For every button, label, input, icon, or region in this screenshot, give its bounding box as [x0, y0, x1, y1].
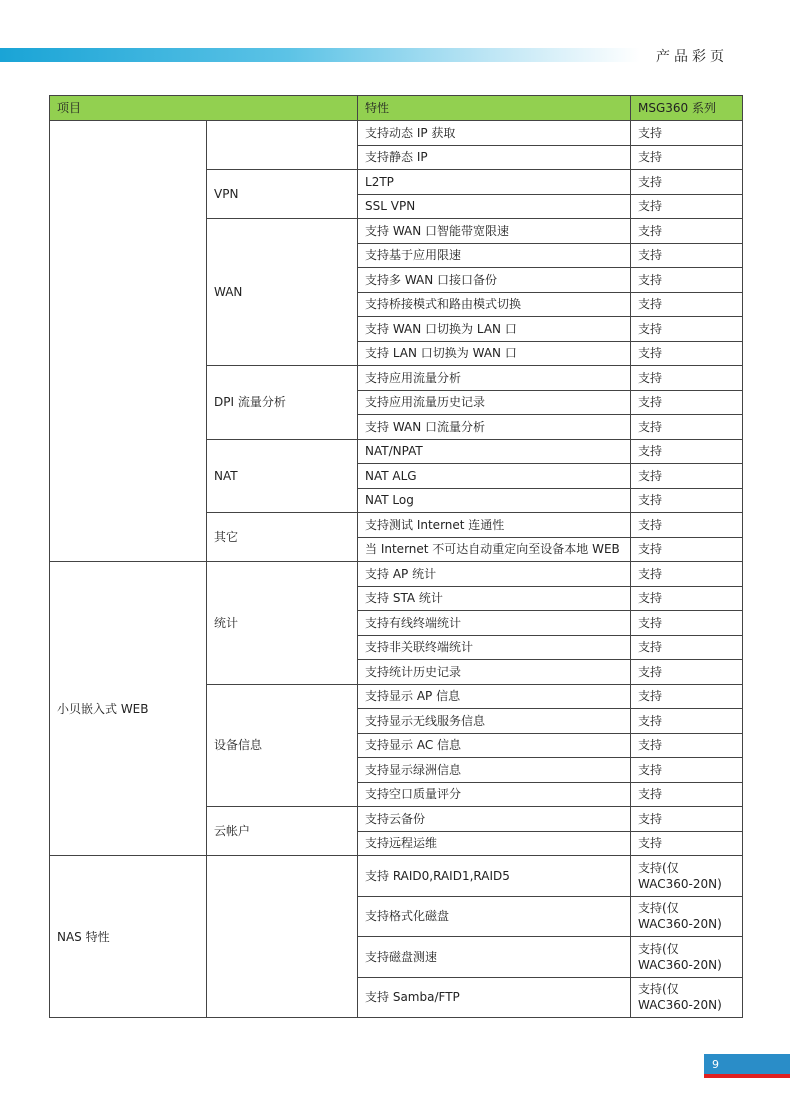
page-number: 9	[712, 1058, 719, 1071]
header-item: 项目	[50, 96, 358, 121]
subcategory-cell: 设备信息	[207, 684, 358, 807]
feature-cell: 支持 WAN 口流量分析	[358, 415, 631, 440]
value-cell: 支持	[631, 611, 743, 636]
subcategory-cell: NAT	[207, 439, 358, 513]
feature-cell: 支持 Samba/FTP	[358, 977, 631, 1018]
value-cell: 支持	[631, 782, 743, 807]
feature-cell: 支持远程运维	[358, 831, 631, 856]
feature-cell: 支持应用流量分析	[358, 366, 631, 391]
feature-cell: 支持桥接模式和路由模式切换	[358, 292, 631, 317]
feature-cell: 支持云备份	[358, 807, 631, 832]
value-cell: 支持	[631, 586, 743, 611]
header-series: MSG360 系列	[631, 96, 743, 121]
feature-cell: 支持格式化磁盘	[358, 896, 631, 937]
value-cell: 支持	[631, 562, 743, 587]
feature-cell: 支持非关联终端统计	[358, 635, 631, 660]
value-cell: 支持	[631, 390, 743, 415]
feature-cell: 支持 AP 统计	[358, 562, 631, 587]
value-cell: 支持	[631, 366, 743, 391]
subcategory-cell: VPN	[207, 170, 358, 219]
value-cell: 支持	[631, 243, 743, 268]
feature-cell: 当 Internet 不可达自动重定向至设备本地 WEB	[358, 537, 631, 562]
page-header-title: 产品彩页	[656, 49, 728, 65]
feature-cell: 支持 STA 统计	[358, 586, 631, 611]
subcategory-cell: 云帐户	[207, 807, 358, 856]
subcategory-cell	[207, 121, 358, 170]
feature-cell: NAT/NPAT	[358, 439, 631, 464]
value-cell: 支持	[631, 733, 743, 758]
feature-cell: 支持 LAN 口切换为 WAN 口	[358, 341, 631, 366]
feature-cell: 支持有线终端统计	[358, 611, 631, 636]
subcategory-cell: WAN	[207, 219, 358, 366]
value-cell: 支持	[631, 635, 743, 660]
value-cell: 支持	[631, 758, 743, 783]
feature-cell: 支持测试 Internet 连通性	[358, 513, 631, 538]
feature-cell: 支持动态 IP 获取	[358, 121, 631, 146]
value-cell: 支持	[631, 194, 743, 219]
value-cell: 支持	[631, 488, 743, 513]
header-gradient-bar	[0, 48, 640, 62]
feature-cell: 支持空口质量评分	[358, 782, 631, 807]
feature-cell: SSL VPN	[358, 194, 631, 219]
table-row	[50, 562, 743, 587]
category-cell: 小贝嵌入式 WEB	[50, 562, 207, 856]
feature-cell: 支持 WAN 口切换为 LAN 口	[358, 317, 631, 342]
feature-cell: L2TP	[358, 170, 631, 195]
value-cell: 支持	[631, 537, 743, 562]
value-cell: 支持(仅 WAC360-20N)	[631, 896, 743, 937]
category-cell: NAS 特性	[50, 856, 207, 1018]
spec-table	[49, 95, 743, 1018]
value-cell: 支持	[631, 268, 743, 293]
table-header-row	[50, 96, 743, 121]
category-cell	[50, 121, 207, 562]
value-cell: 支持	[631, 513, 743, 538]
feature-cell: 支持磁盘测速	[358, 937, 631, 978]
feature-cell: NAT ALG	[358, 464, 631, 489]
value-cell: 支持	[631, 684, 743, 709]
value-cell: 支持(仅 WAC360-20N)	[631, 977, 743, 1018]
header-feature: 特性	[358, 96, 631, 121]
value-cell: 支持	[631, 219, 743, 244]
feature-cell: 支持显示 AC 信息	[358, 733, 631, 758]
value-cell: 支持(仅 WAC360-20N)	[631, 937, 743, 978]
value-cell: 支持	[631, 292, 743, 317]
feature-cell: NAT Log	[358, 488, 631, 513]
subcategory-cell: 统计	[207, 562, 358, 685]
value-cell: 支持	[631, 709, 743, 734]
value-cell: 支持	[631, 145, 743, 170]
value-cell: 支持	[631, 660, 743, 685]
feature-cell: 支持多 WAN 口接口备份	[358, 268, 631, 293]
value-cell: 支持	[631, 831, 743, 856]
value-cell: 支持	[631, 807, 743, 832]
feature-cell: 支持显示 AP 信息	[358, 684, 631, 709]
value-cell: 支持(仅 WAC360-20N)	[631, 856, 743, 897]
footer-accent-line	[704, 1074, 790, 1078]
value-cell: 支持	[631, 439, 743, 464]
feature-cell: 支持应用流量历史记录	[358, 390, 631, 415]
feature-cell: 支持 RAID0,RAID1,RAID5	[358, 856, 631, 897]
feature-cell: 支持基于应用限速	[358, 243, 631, 268]
value-cell: 支持	[631, 121, 743, 146]
feature-cell: 支持 WAN 口智能带宽限速	[358, 219, 631, 244]
value-cell: 支持	[631, 170, 743, 195]
feature-cell: 支持静态 IP	[358, 145, 631, 170]
feature-cell: 支持统计历史记录	[358, 660, 631, 685]
subcategory-cell	[207, 856, 358, 1018]
value-cell: 支持	[631, 341, 743, 366]
feature-cell: 支持显示绿洲信息	[358, 758, 631, 783]
subcategory-cell: DPI 流量分析	[207, 366, 358, 440]
subcategory-cell: 其它	[207, 513, 358, 562]
value-cell: 支持	[631, 464, 743, 489]
feature-cell: 支持显示无线服务信息	[358, 709, 631, 734]
table-row	[50, 121, 743, 146]
value-cell: 支持	[631, 415, 743, 440]
table-row	[50, 856, 743, 897]
value-cell: 支持	[631, 317, 743, 342]
